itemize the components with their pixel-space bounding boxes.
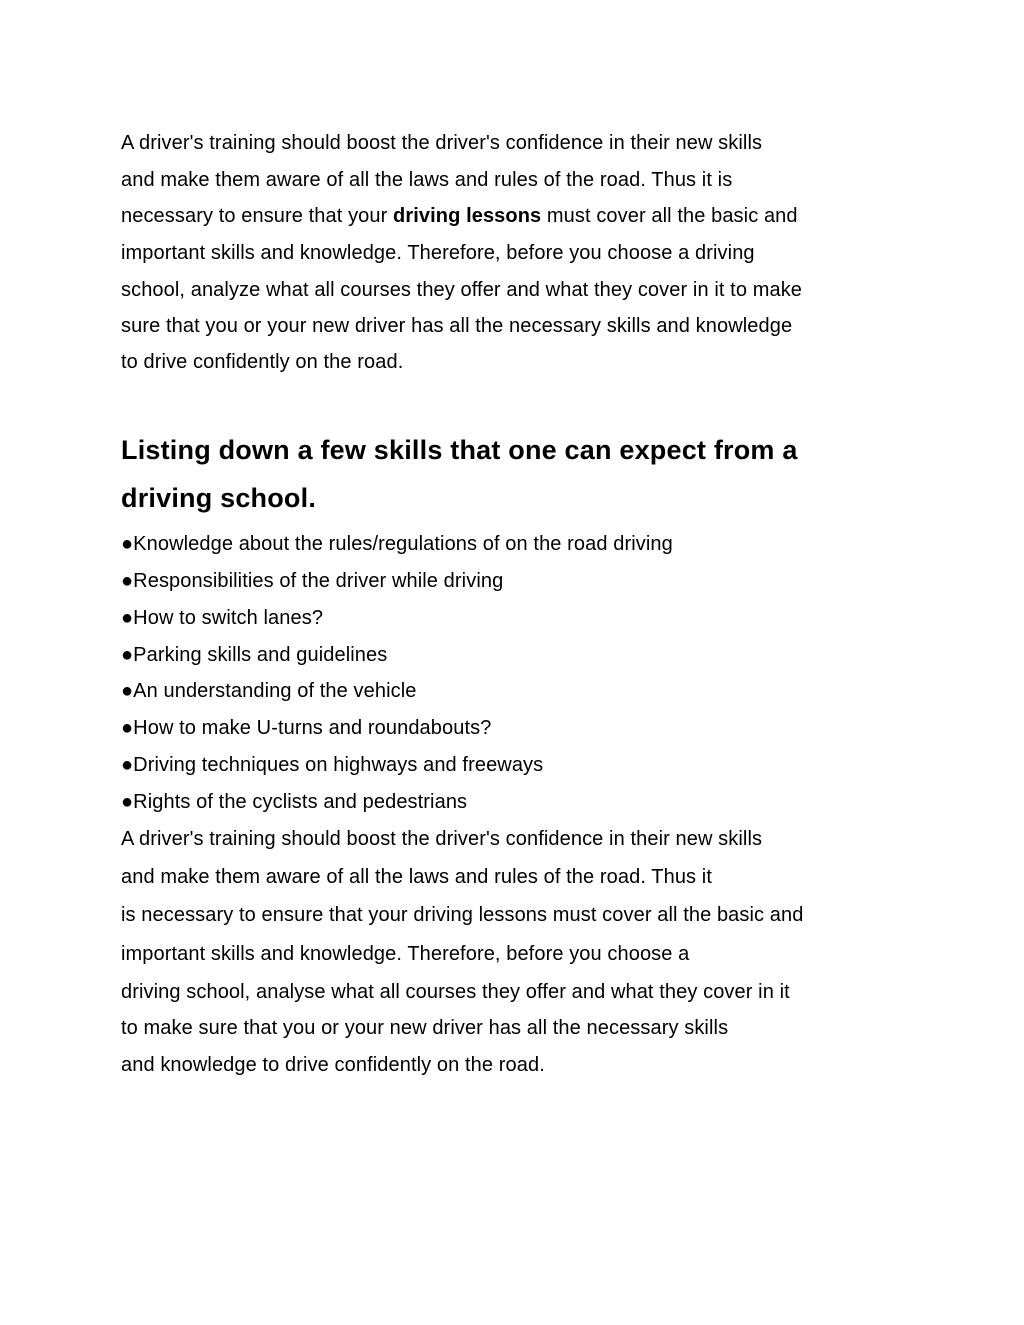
intro-line-3 — [121, 204, 798, 228]
intro-line-2: and make them aware of all the laws and rules of the road. Thus it is — [121, 169, 733, 191]
intro-line-3-start: necessary to ensure that your — [121, 205, 394, 227]
outro-line-4: important skills and knowledge. Therefore, before you choose a — [121, 943, 690, 965]
intro-line-3-end: must cover all the basic and — [541, 205, 798, 227]
driving-lessons-keyword: driving lessons — [393, 205, 542, 227]
outro-line-5: driving school, analyse what all courses they offer and what they cover in it — [121, 981, 790, 1003]
list-item: ●Parking skills and guidelines — [121, 644, 388, 666]
outro-line-1: A driver's training should boost the driver's confidence in their new skills — [121, 828, 763, 850]
section-heading-line-2: driving school. — [121, 483, 317, 513]
outro-line-3: is necessary to ensure that your driving lessons must cover all the basic and — [121, 904, 804, 926]
intro-line-4: important skills and knowledge. Therefore, before you choose a driving — [121, 242, 755, 264]
list-item: ●How to make U-turns and roundabouts? — [121, 717, 492, 739]
list-item: ●Rights of the cyclists and pedestrians — [121, 791, 468, 813]
list-item: ●Responsibilities of the driver while driving — [121, 570, 504, 592]
list-item: ●How to switch lanes? — [121, 607, 324, 629]
outro-line-7: and knowledge to drive confidently on the road. — [121, 1054, 545, 1076]
intro-line-6: sure that you or your new driver has all the necessary skills and knowledge — [121, 315, 793, 337]
intro-line-5: school, analyze what all courses they offer and what they cover in it to make — [121, 279, 803, 301]
section-heading-line-1: Listing down a few skills that one can expect from a — [121, 435, 798, 465]
list-item: ●Knowledge about the rules/regulations of on the road driving — [121, 533, 673, 555]
list-item: ●An understanding of the vehicle — [121, 680, 417, 702]
list-item: ●Driving techniques on highways and freeways — [121, 754, 544, 776]
outro-line-2: and make them aware of all the laws and rules of the road. Thus it — [121, 866, 712, 888]
intro-line-7: to drive confidently on the road. — [121, 351, 404, 373]
outro-line-6: to make sure that you or your new driver has all the necessary skills — [121, 1017, 729, 1039]
intro-line-1: A driver's training should boost the driver's confidence in their new skills — [121, 132, 763, 154]
